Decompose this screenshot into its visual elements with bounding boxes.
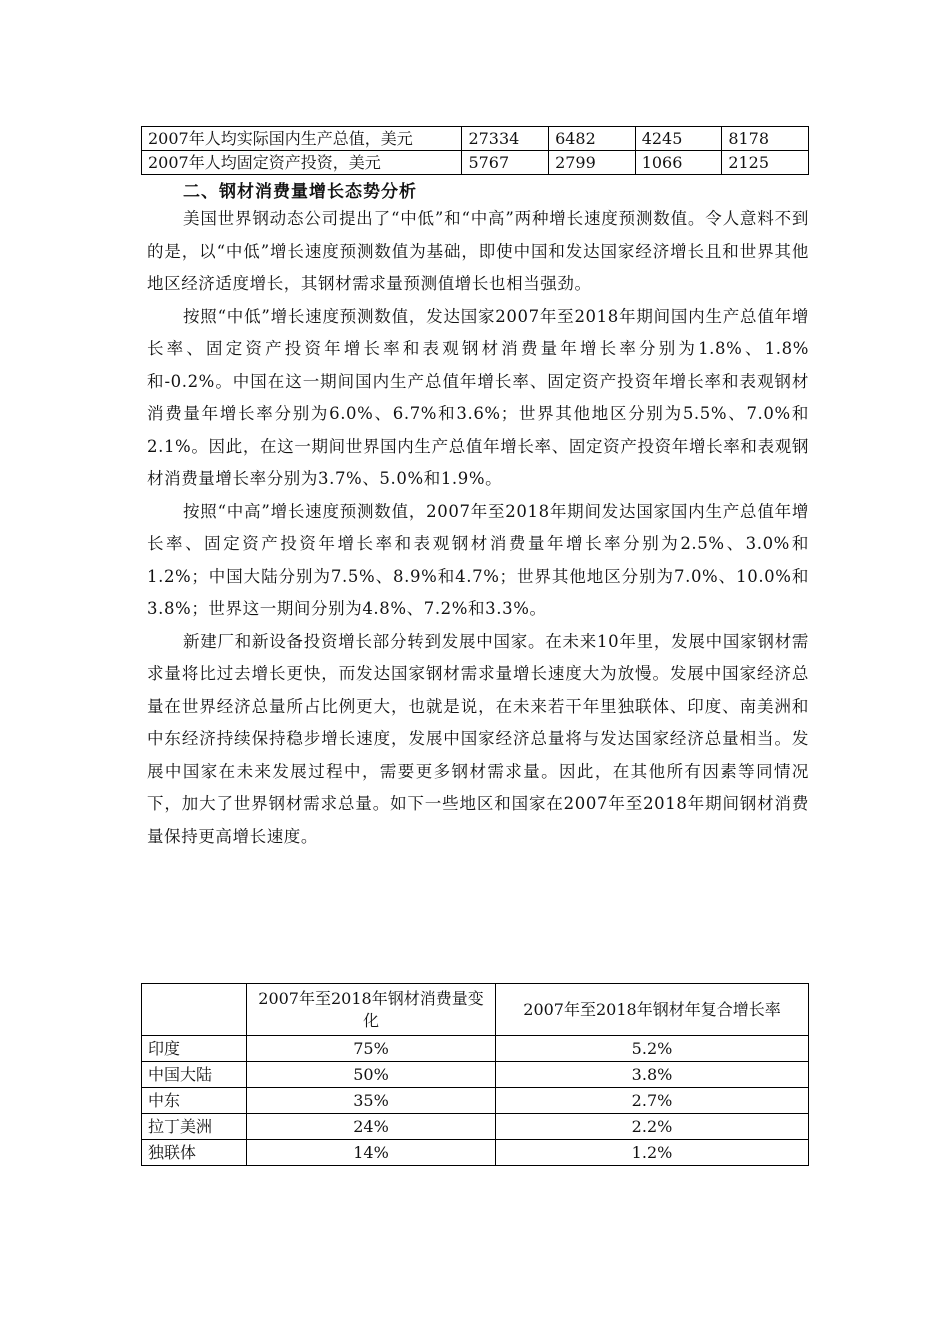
change-cell: 14%: [247, 1140, 496, 1166]
table-row: [142, 1088, 809, 1114]
table-row: [142, 1114, 809, 1140]
region-cell: 拉丁美洲: [142, 1114, 247, 1140]
table-row: [142, 1062, 809, 1088]
table-cell: 2125: [722, 151, 809, 175]
table-cell: 5767: [462, 151, 549, 175]
table-cell: 4245: [635, 127, 722, 151]
paragraph: 按照“中高”增长速度预测数值，2007年至2018年期间发达国家国内生产总值年增长率、固定资产投资年增长率和表观钢材消费量年增长率分别为2.5%、3.0%和1.2%；中国大陆分别为7.5%、8.9%和4.7%；世界其他地区分别为7.0%、10.0%和3.8%；世界这一期间分别为4.8%、7.2%和3.3%。: [147, 501, 809, 618]
table-header-row: [142, 984, 809, 1036]
change-cell: 35%: [247, 1088, 496, 1114]
paragraph: 按照“中低”增长速度预测数值，发达国家2007年至2018年期间国内生产总值年增长率、固定资产投资年增长率和表观钢材消费量年增长率分别为1.8%、1.8%和-0.2%。中国在这一期间国内生产总值年增长率、固定资产投资年增长率和表观钢材消费量年增长率分别为6.0%、6.7%和3.6%；世界其他地区分别为5.5%、7.0%和2.1%。因此，在这一期间世界国内生产总值年增长率、固定资产投资年增长率和表观钢材消费量增长率分别为3.7%、5.0%和1.9%。: [147, 306, 809, 488]
change-cell: 75%: [247, 1036, 496, 1062]
cagr-cell: 2.7%: [496, 1088, 809, 1114]
paragraph: 新建厂和新设备投资增长部分转到发展中国家。在未来10年里，发展中国家钢材需求量将比过去增长更快，而发达国家钢材需求量增长速度大为放慢。发展中国家经济总量在世界经济总量所占比例更大，也就是说，在未来若干年里独联体、印度、南美洲和中东经济持续保持稳步增长速度，发展中国家经济总量将与发达国家经济总量相当。发展中国家在未来发展过程中，需要更多钢材需求量。因此，在其他所有因素等同情况下，加大了世界钢材需求总量。如下一些地区和国家在2007年至2018年期间钢材消费量保持更高增长速度。: [147, 631, 809, 846]
table-cell: 2799: [549, 151, 636, 175]
table-cell: 8178: [722, 127, 809, 151]
table-cell: 6482: [549, 127, 636, 151]
header-cell: [142, 984, 247, 1036]
change-cell: 50%: [247, 1062, 496, 1088]
cagr-cell: 1.2%: [496, 1140, 809, 1166]
section-heading: 二、钢材消费量增长态势分析: [183, 182, 417, 202]
region-cell: 独联体: [142, 1140, 247, 1166]
table-row: [142, 1140, 809, 1166]
body-text: [147, 203, 809, 853]
table-row: [142, 127, 809, 151]
table-row: [142, 151, 809, 175]
header-cell: 2007年至2018年钢材年复合增长率: [496, 984, 809, 1036]
cagr-cell: 2.2%: [496, 1114, 809, 1140]
steel-growth-table: [141, 983, 809, 1166]
cagr-cell: 5.2%: [496, 1036, 809, 1062]
region-cell: 中东: [142, 1088, 247, 1114]
row-label: 2007年人均固定资产投资，美元: [142, 151, 462, 175]
region-cell: 中国大陆: [142, 1062, 247, 1088]
paragraph: 美国世界钢动态公司提出了“中低”和“中高”两种增长速度预测数值。令人意料不到的是，以“中低”增长速度预测数值为基础，即使中国和发达国家经济增长且和世界其他地区经济适度增长，其钢材需求量预测值增长也相当强劲。: [147, 209, 809, 293]
table-cell: 1066: [635, 151, 722, 175]
table-row: [142, 1036, 809, 1062]
row-label: 2007年人均实际国内生产总值，美元: [142, 127, 462, 151]
table-cell: 27334: [462, 127, 549, 151]
cagr-cell: 3.8%: [496, 1062, 809, 1088]
gdp-investment-table: [141, 126, 809, 175]
change-cell: 24%: [247, 1114, 496, 1140]
region-cell: 印度: [142, 1036, 247, 1062]
header-cell: 2007年至2018年钢材消费量变化: [247, 984, 496, 1036]
